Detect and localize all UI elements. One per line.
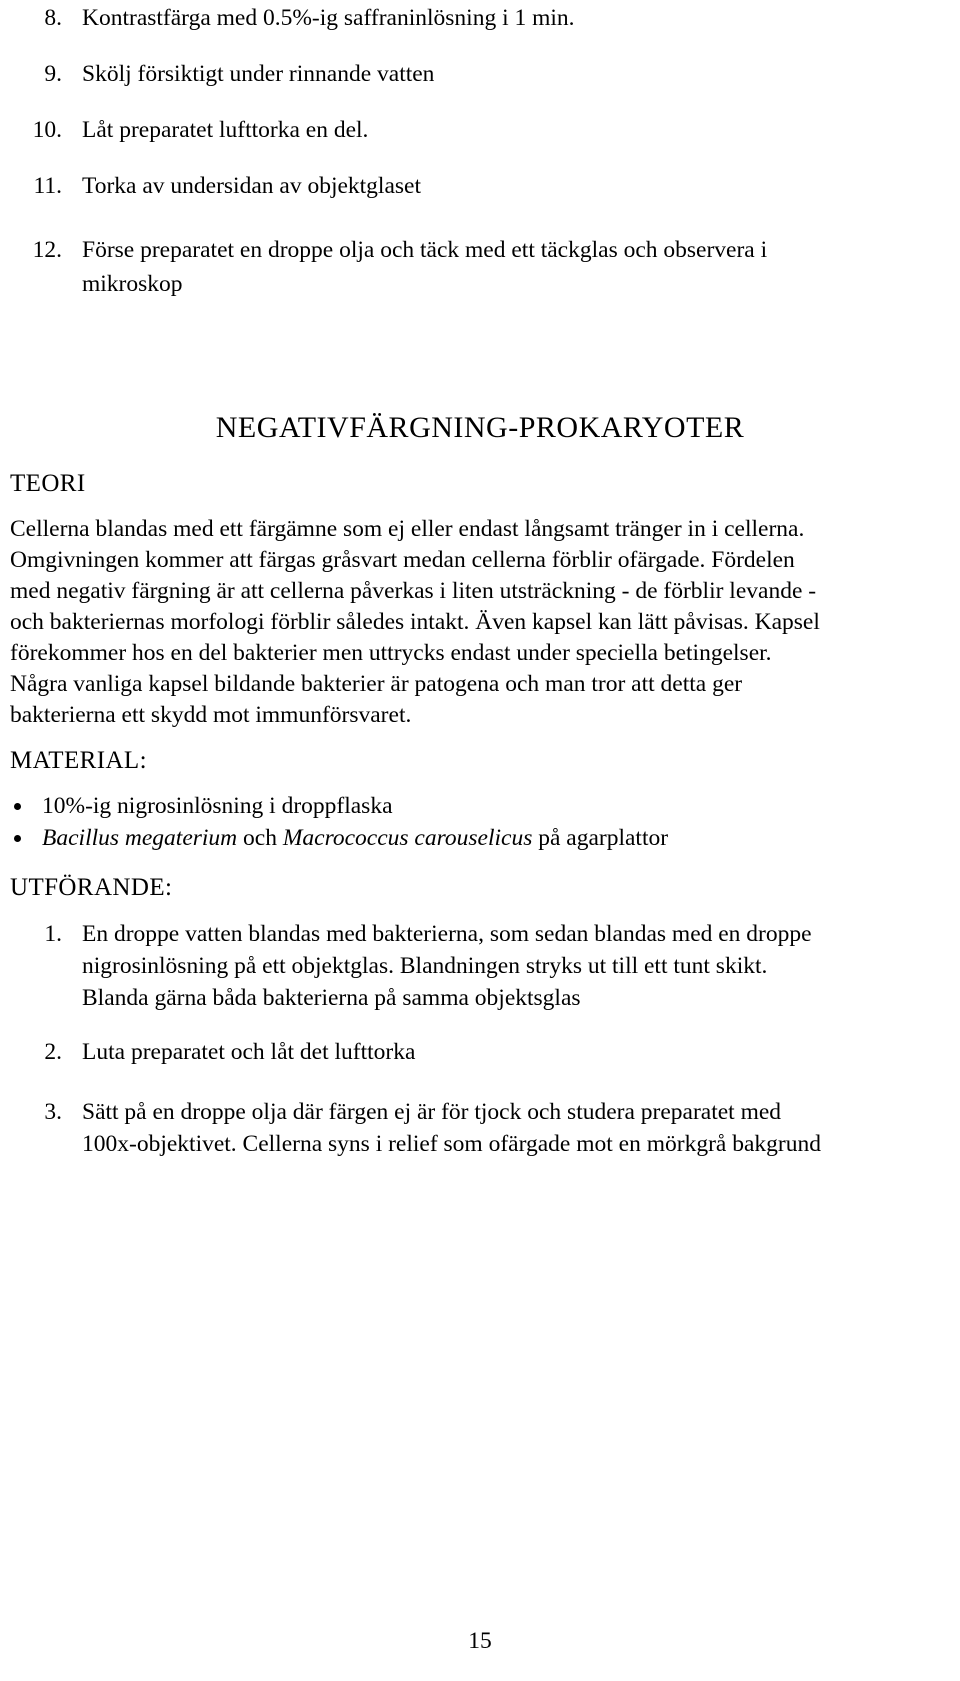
material-item-suffix: på agarplattor [532,825,669,851]
material-item: 10%-ig nigrosinlösning i droppflaska [42,793,393,819]
step-number: 1. [44,921,62,947]
theory-line: Några vanliga kapsel bildande bakterier är patogena och man tror att detta ger [10,671,743,697]
step-number: 3. [44,1099,62,1125]
step-text-continued: mikroskop [82,271,183,297]
step-text: Förse preparatet en droppe olja och täck med ett täckglas och observera i [82,237,768,263]
step-text: Kontrastfärga med 0.5%-ig saffraninlösning i 1 min. [82,5,575,31]
material-item [42,822,668,854]
step-text-continued: 100x-objektivet. Cellerna syns i relief som ofärgade mot en mörkgrå bakgrund [82,1131,821,1157]
step-number: 9. [44,61,62,87]
theory-line: bakterierna ett skydd mot immunförsvaret. [10,702,412,728]
step-text: Torka av undersidan av objektglaset [82,173,421,199]
step-text: En droppe vatten blandas med bakterierna, som sedan blandas med en droppe [82,921,812,947]
conjunction: och [237,825,283,851]
procedure-label: UTFÖRANDE: [10,874,173,901]
step-text: Luta preparatet och låt det lufttorka [82,1039,416,1065]
step-text: Låt preparatet lufttorka en del. [82,117,369,143]
organism-name: Macrococcus carouselicus [282,825,533,851]
step-text-continued: nigrosinlösning på ett objektglas. Blandningen stryks ut till ett tunt skikt. [82,953,768,979]
step-text-continued: Blanda gärna båda bakterierna på samma objektsglas [82,985,581,1011]
theory-label: TEORI [10,470,86,497]
theory-line: Omgivningen kommer att färgas gråsvart medan cellerna förblir ofärgade. Fördelen [10,547,795,573]
theory-line: förekommer hos en del bakterier men uttrycks endast under speciella betingelser. [10,640,772,666]
step-number: 12. [32,237,62,263]
step-number: 10. [32,117,62,143]
step-text: Skölj försiktigt under rinnande vatten [82,61,435,87]
bullet-icon [14,835,21,842]
step-number: 11. [33,173,62,199]
step-number: 8. [44,5,62,31]
step-text: Sätt på en droppe olja där färgen ej är för tjock och studera preparatet med [82,1099,782,1125]
step-number: 2. [44,1039,62,1065]
theory-line: med negativ färgning är att cellerna påverkas i liten utsträckning - de förblir levande - [10,578,817,604]
section-title: NEGATIVFÄRGNING-PROKARYOTER [215,411,745,444]
theory-line: Cellerna blandas med ett färgämne som ej eller endast långsamt tränger in i cellerna. [10,516,805,542]
organism-name: Bacillus megaterium [42,825,238,851]
material-label: MATERIAL: [10,747,147,774]
page-number: 15 [468,1628,492,1654]
theory-line: och bakteriernas morfologi förblir således intakt. Även kapsel kan lätt påvisas. Kapsel [10,609,820,635]
bullet-icon [14,803,21,810]
